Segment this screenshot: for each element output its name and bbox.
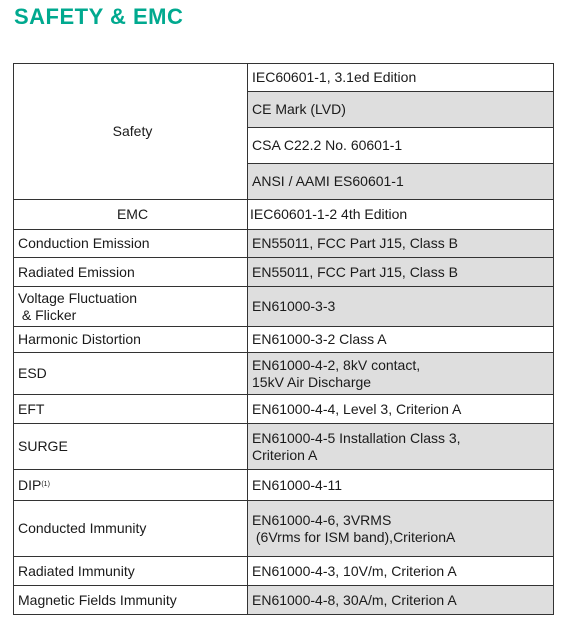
test-value: Criterion A [252,446,318,463]
table-row [14,64,554,92]
test-value-cell [248,470,554,501]
test-value: EN61000-3-3 [252,298,336,314]
test-label-cell [14,501,248,557]
safety-label: Safety [112,123,153,139]
safety-label-cell [14,64,248,200]
table-row [14,327,554,353]
test-value-cell [248,327,554,353]
test-label-cell [14,586,248,615]
test-value: EN61000-4-8, 30A/m, Criterion A [252,591,457,608]
test-label: Conduction Emission [18,235,150,251]
test-label: & Flicker [18,306,77,323]
test-value: EN55011, FCC Part J15, Class B [252,235,458,251]
emc-label: EMC [116,206,149,222]
test-value-cell [248,353,554,395]
test-value-cell [248,258,554,287]
test-label-cell [14,287,248,327]
test-label-cell [14,230,248,258]
table-row [14,230,554,258]
section-title: SAFETY & EMC [14,4,184,29]
test-label: Voltage Fluctuation [18,289,138,306]
test-label: Radiated Emission [18,263,135,280]
test-value: (6Vrms for ISM band),CriterionA [252,528,456,545]
table-row [14,258,554,287]
test-label: DIP [18,476,42,493]
table-row [14,557,554,586]
test-value-cell [248,586,554,615]
table-row [14,200,554,230]
table-row [14,470,554,501]
table-row [14,353,554,395]
safety-standard-cell [248,64,554,92]
safety-standard: IEC60601-1, 3.1ed Edition [252,69,417,85]
footnote-marker: (1) [41,480,50,488]
test-value: EN61000-4-3, 10V/m, Criterion A [252,562,457,579]
test-label-cell [14,557,248,586]
safety-standard-cell [248,92,554,128]
test-label-cell [14,327,248,353]
table-row [14,395,554,424]
test-label-cell [14,424,248,470]
safety-standard: CE Mark (LVD) [252,101,346,117]
safety-emc-table [13,63,554,615]
test-value-cell [248,230,554,258]
test-label-cell [14,353,248,395]
test-value-cell [248,287,554,327]
emc-label-cell [14,200,248,230]
test-label: Magnetic Fields Immunity [18,591,177,608]
safety-standard: CSA C22.2 No. 60601-1 [252,137,403,153]
test-label: EFT [18,400,45,417]
test-label: ESD [18,365,47,381]
safety-standard-cell [248,164,554,200]
table-row [14,424,554,470]
safety-standard: ANSI / AAMI ES60601-1 [252,173,404,189]
test-label: Conducted Immunity [18,520,147,536]
test-label-cell [14,470,248,501]
test-value: EN61000-4-2, 8kV contact, [252,356,421,373]
safety-standard-cell [248,128,554,164]
test-value: EN61000-4-5 Installation Class 3, [252,429,461,446]
test-label: Radiated Immunity [18,562,135,579]
test-value: 15kV Air Discharge [252,373,372,390]
table-row [14,586,554,615]
test-value-cell [248,424,554,470]
table-row [14,501,554,557]
test-value-cell [248,501,554,557]
test-value: EN61000-3-2 Class A [252,331,387,347]
table-row [14,287,554,327]
test-value-cell [248,395,554,424]
test-value: EN61000-4-11 [252,476,343,493]
test-label: SURGE [18,438,68,454]
test-value: EN55011, FCC Part J15, Class B [252,263,458,280]
test-value: EN61000-4-6, 3VRMS [252,511,392,528]
test-label-cell [14,395,248,424]
test-label-cell [14,258,248,287]
test-value: EN61000-4-4, Level 3, Criterion A [252,400,462,417]
test-value-cell [248,557,554,586]
emc-standard: IEC60601-1-2 4th Edition [250,206,408,222]
test-label: Harmonic Distortion [18,331,141,347]
emc-standard-cell [248,200,554,230]
